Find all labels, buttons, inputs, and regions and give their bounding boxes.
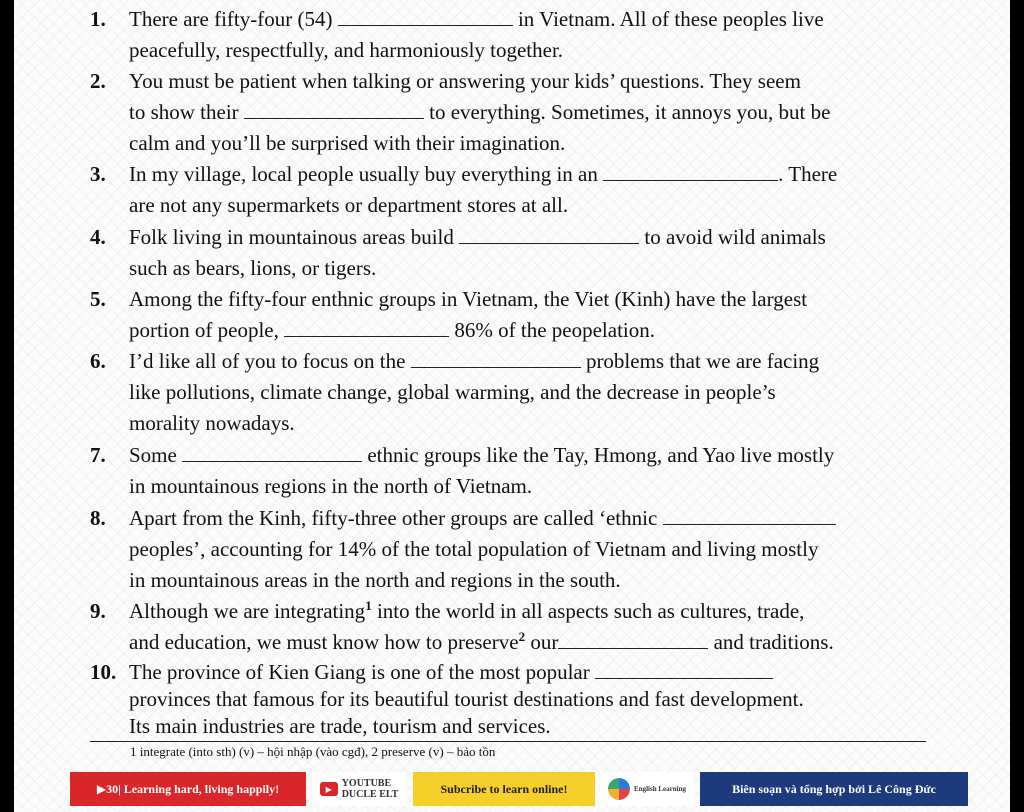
question-line xyxy=(129,503,836,534)
youtube-icon: ▶ xyxy=(320,782,338,796)
line-text: Some xyxy=(129,443,183,467)
question-line xyxy=(129,315,655,346)
answer-blank[interactable] xyxy=(558,630,708,649)
line-text: like pollutions, climate change, global warming, and the decrease in people’s xyxy=(129,380,776,404)
question-line xyxy=(129,284,807,315)
english-learning-logo xyxy=(600,772,694,806)
line-text: in mountainous regions in the north of Vietnam. xyxy=(129,474,533,498)
line-text: to show their xyxy=(129,100,244,124)
line-text: into the world in all aspects such as cultures, trade, xyxy=(371,599,805,623)
line-text: in Vietnam. All of these peoples live xyxy=(512,7,824,31)
question-line xyxy=(129,253,376,284)
line-text: problems that we are facing xyxy=(580,349,820,373)
footnote-marker: 2 xyxy=(518,629,526,644)
line-text: In my village, local people usually buy everything in an xyxy=(129,162,604,186)
globe-icon xyxy=(608,778,630,800)
footnote: 1 integrate (into sth) (v) – hội nhập (vào cgđ), 2 preserve (v) – bảo tồn xyxy=(130,744,496,759)
subscribe-badge[interactable] xyxy=(413,772,595,806)
question-line xyxy=(129,190,568,221)
question-line xyxy=(129,627,834,658)
question-number: 4. xyxy=(90,225,106,249)
answer-blank[interactable] xyxy=(459,225,639,244)
question-line xyxy=(129,408,295,439)
slogan-badge xyxy=(70,772,306,806)
question-line xyxy=(129,711,551,742)
question-line xyxy=(129,35,563,66)
question-line xyxy=(129,471,532,502)
line-text: peoples’, accounting for 14% of the total population of Vietnam and living mostly xyxy=(129,537,819,561)
line-text: 86% of the peopelation. xyxy=(449,318,655,342)
question-line xyxy=(129,4,824,35)
subscribe-text: Subcribe to learn online! xyxy=(440,781,568,796)
answer-blank[interactable] xyxy=(338,7,513,26)
line-text: Although we are integrating xyxy=(129,599,366,623)
line-text: I’d like all of you to focus on the xyxy=(129,349,411,373)
question-number: 2. xyxy=(90,69,106,93)
line-text: and traditions. xyxy=(708,630,834,654)
answer-blank[interactable] xyxy=(603,162,778,181)
answer-blank[interactable] xyxy=(182,443,362,462)
line-text: in mountainous areas in the north and regions in the south. xyxy=(129,568,621,592)
question-line xyxy=(129,565,621,596)
question-number: 3. xyxy=(90,162,106,186)
answer-blank[interactable] xyxy=(663,506,836,525)
line-text: such as bears, lions, or tigers. xyxy=(129,256,377,280)
line-text: to avoid wild animals xyxy=(639,225,826,249)
question-line xyxy=(129,222,826,253)
answer-blank[interactable] xyxy=(411,349,581,368)
question-number: 8. xyxy=(90,506,106,530)
line-text: peacefully, respectfully, and harmoniously together. xyxy=(129,38,564,62)
question-number: 1. xyxy=(90,7,106,31)
question-number: 6. xyxy=(90,349,106,373)
credit-text: Biên soạn và tổng hợp bởi Lê Công Đức xyxy=(732,781,936,796)
line-text: and education, we must know how to preserve xyxy=(129,630,519,654)
question-line xyxy=(129,440,834,471)
question-number: 5. xyxy=(90,287,106,311)
question-number: 9. xyxy=(90,599,106,623)
youtube-label: YOUTUBE xyxy=(341,778,392,789)
line-text: are not any supermarkets or department stores at all. xyxy=(129,193,569,217)
line-text: morality nowadays. xyxy=(129,411,295,435)
line-text: There are fifty-four (54) xyxy=(129,7,338,31)
question-line xyxy=(129,159,837,190)
line-text: Apart from the Kinh, fifty-three other groups are called ‘ethnic xyxy=(129,506,663,530)
answer-blank[interactable] xyxy=(284,318,449,337)
line-text: You must be patient when talking or answering your kids’ questions. They seem xyxy=(129,69,801,93)
line-text: The province of Kien Giang is one of the most popular xyxy=(129,660,595,684)
answer-blank[interactable] xyxy=(595,660,773,679)
line-text: calm and you’ll be surprised with their imagination. xyxy=(129,131,566,155)
line-text: provinces that famous for its beautiful tourist destinations and fast development. xyxy=(129,687,804,711)
question-line xyxy=(129,66,801,97)
question-line xyxy=(129,97,830,128)
line-text: . There xyxy=(778,162,838,186)
question-number: 10. xyxy=(90,660,117,684)
credit-badge xyxy=(700,772,968,806)
channel-name: DUCLE ELT xyxy=(341,789,399,800)
slogan-text: ▶30| Learning hard, living happily! xyxy=(96,781,280,796)
footer-banner xyxy=(70,772,970,806)
line-text: to everything. Sometimes, it annoys you, but be xyxy=(423,100,831,124)
logo-text: English Learning xyxy=(634,785,686,793)
question-line xyxy=(129,534,818,565)
line-text: Its main industries are trade, tourism and services. xyxy=(129,714,551,738)
question-line xyxy=(129,596,804,627)
youtube-badge[interactable] xyxy=(312,772,406,806)
question-line xyxy=(129,377,776,408)
line-text: portion of people, xyxy=(129,318,285,342)
line-text: Among the fifty-four enthnic groups in Vietnam, the Viet (Kinh) have the largest xyxy=(129,287,808,311)
answer-blank[interactable] xyxy=(244,100,424,119)
question-number: 7. xyxy=(90,443,106,467)
question-line xyxy=(129,128,565,159)
line-text: our xyxy=(525,630,559,654)
question-line xyxy=(129,346,819,377)
footnote-divider xyxy=(90,741,926,742)
line-text: ethnic groups like the Tay, Hmong, and Yao live mostly xyxy=(362,443,835,467)
footnote-marker: 1 xyxy=(365,598,372,613)
worksheet-page xyxy=(14,0,1010,812)
line-text: Folk living in mountainous areas build xyxy=(129,225,460,249)
